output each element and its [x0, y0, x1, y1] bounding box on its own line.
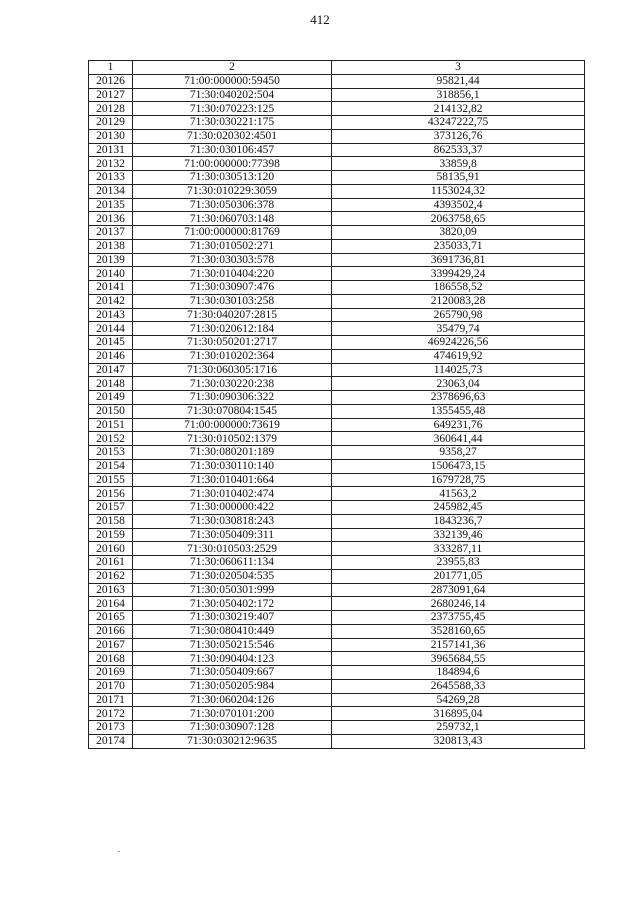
row-number-cell: 20136	[89, 212, 133, 226]
row-number-cell: 20144	[89, 322, 133, 336]
row-number-cell: 20141	[89, 281, 133, 295]
value-cell: 3820,09	[332, 226, 585, 240]
value-cell: 2645588,33	[332, 679, 585, 693]
table-row	[89, 624, 585, 638]
value-cell: 360641,44	[332, 432, 585, 446]
cadastral-number-cell: 71:30:020302:4501	[133, 129, 332, 143]
cadastral-number-cell: 71:30:060611:134	[133, 556, 332, 570]
value-cell: 265790,98	[332, 308, 585, 322]
scan-speck	[118, 851, 120, 852]
row-number-cell: 20150	[89, 404, 133, 418]
row-number-cell: 20160	[89, 542, 133, 556]
row-number-cell: 20132	[89, 157, 133, 171]
row-number-cell: 20151	[89, 418, 133, 432]
cadastral-number-cell: 71:30:030221:175	[133, 116, 332, 130]
row-number-cell: 20145	[89, 336, 133, 350]
value-cell: 35479,74	[332, 322, 585, 336]
table-row	[89, 363, 585, 377]
row-number-cell: 20172	[89, 707, 133, 721]
value-cell: 58135,91	[332, 171, 585, 185]
column-header-1: 1	[89, 61, 133, 75]
cadastral-number-cell: 71:30:050409:311	[133, 528, 332, 542]
cadastral-number-cell: 71:30:050215:546	[133, 638, 332, 652]
table-row	[89, 679, 585, 693]
table-row	[89, 556, 585, 570]
row-number-cell: 20154	[89, 459, 133, 473]
value-cell: 1506473,15	[332, 459, 585, 473]
table-row	[89, 143, 585, 157]
table-row	[89, 446, 585, 460]
row-number-cell: 20152	[89, 432, 133, 446]
table-row	[89, 734, 585, 748]
table-row	[89, 597, 585, 611]
value-cell: 2873091,64	[332, 583, 585, 597]
row-number-cell: 20134	[89, 184, 133, 198]
cadastral-number-cell: 71:30:090404:123	[133, 652, 332, 666]
value-cell: 373126,76	[332, 129, 585, 143]
value-cell: 3691736,81	[332, 253, 585, 267]
table-row	[89, 377, 585, 391]
value-cell: 1679728,75	[332, 473, 585, 487]
cadastral-number-cell: 71:30:030219:407	[133, 611, 332, 625]
row-number-cell: 20171	[89, 693, 133, 707]
cadastral-number-cell: 71:30:030106:457	[133, 143, 332, 157]
row-number-cell: 20135	[89, 198, 133, 212]
cadastral-number-cell: 71:30:010502:1379	[133, 432, 332, 446]
value-cell: 259732,1	[332, 721, 585, 735]
table-row	[89, 198, 585, 212]
cadastral-number-cell: 71:30:050402:172	[133, 597, 332, 611]
row-number-cell: 20161	[89, 556, 133, 570]
row-number-cell: 20174	[89, 734, 133, 748]
value-cell: 95821,44	[332, 74, 585, 88]
table-header-row	[89, 61, 585, 75]
cadastral-number-cell: 71:00:000000:73619	[133, 418, 332, 432]
row-number-cell: 20142	[89, 294, 133, 308]
table-row	[89, 652, 585, 666]
table-row	[89, 226, 585, 240]
value-cell: 332139,46	[332, 528, 585, 542]
table-row	[89, 171, 585, 185]
table-row	[89, 611, 585, 625]
row-number-cell: 20149	[89, 391, 133, 405]
table-row	[89, 459, 585, 473]
table-row	[89, 666, 585, 680]
column-header-3: 3	[332, 61, 585, 75]
row-number-cell: 20170	[89, 679, 133, 693]
value-cell: 184894,6	[332, 666, 585, 680]
value-cell: 474619,92	[332, 349, 585, 363]
cadastral-number-cell: 71:30:010401:664	[133, 473, 332, 487]
table-row	[89, 184, 585, 198]
row-number-cell: 20168	[89, 652, 133, 666]
table-row	[89, 721, 585, 735]
value-cell: 3399429,24	[332, 267, 585, 281]
value-cell: 1355455,48	[332, 404, 585, 418]
table-row	[89, 308, 585, 322]
table-row	[89, 322, 585, 336]
cadastral-number-cell: 71:30:000000:422	[133, 501, 332, 515]
cadastral-number-cell: 71:30:060305:1716	[133, 363, 332, 377]
table-row	[89, 528, 585, 542]
row-number-cell: 20157	[89, 501, 133, 515]
value-cell: 41563,2	[332, 487, 585, 501]
cadastral-number-cell: 71:30:030303:578	[133, 253, 332, 267]
table-row	[89, 74, 585, 88]
value-cell: 320813,43	[332, 734, 585, 748]
cadastral-number-cell: 71:30:050201:2717	[133, 336, 332, 350]
value-cell: 2680246,14	[332, 597, 585, 611]
cadastral-number-cell: 71:30:040202:504	[133, 88, 332, 102]
cadastral-number-cell: 71:30:020612:184	[133, 322, 332, 336]
cadastral-number-cell: 71:30:070223:125	[133, 102, 332, 116]
cadastral-number-cell: 71:30:010404:220	[133, 267, 332, 281]
value-cell: 2157141,36	[332, 638, 585, 652]
page-number: 412	[310, 12, 330, 27]
value-cell: 649231,76	[332, 418, 585, 432]
cadastral-number-cell: 71:30:010229:3059	[133, 184, 332, 198]
cadastral-number-cell: 71:30:070101:200	[133, 707, 332, 721]
cadastral-number-cell: 71:30:030220:238	[133, 377, 332, 391]
table-row	[89, 336, 585, 350]
table-row	[89, 129, 585, 143]
cadastral-number-cell: 71:30:050301:999	[133, 583, 332, 597]
cadastral-number-cell: 71:30:050306:378	[133, 198, 332, 212]
value-cell: 862533,37	[332, 143, 585, 157]
cadastral-number-cell: 71:30:010202:364	[133, 349, 332, 363]
value-cell: 316895,04	[332, 707, 585, 721]
table-row	[89, 88, 585, 102]
cadastral-number-cell: 71:30:030907:476	[133, 281, 332, 295]
value-cell: 186558,52	[332, 281, 585, 295]
value-cell: 46924226,56	[332, 336, 585, 350]
cadastral-number-cell: 71:30:050205:984	[133, 679, 332, 693]
row-number-cell: 20143	[89, 308, 133, 322]
row-number-cell: 20140	[89, 267, 133, 281]
value-cell: 333287,11	[332, 542, 585, 556]
value-cell: 2120083,28	[332, 294, 585, 308]
row-number-cell: 20162	[89, 569, 133, 583]
table-row	[89, 542, 585, 556]
value-cell: 23063,04	[332, 377, 585, 391]
cadastral-number-cell: 71:30:070804:1545	[133, 404, 332, 418]
cadastral-number-cell: 71:00:000000:77398	[133, 157, 332, 171]
table-row	[89, 253, 585, 267]
table-row	[89, 102, 585, 116]
row-number-cell: 20159	[89, 528, 133, 542]
cadastral-number-cell: 71:30:010402:474	[133, 487, 332, 501]
value-cell: 214132,82	[332, 102, 585, 116]
value-cell: 3965684,55	[332, 652, 585, 666]
value-cell: 43247222,75	[332, 116, 585, 130]
row-number-cell: 20130	[89, 129, 133, 143]
value-cell: 2063758,65	[332, 212, 585, 226]
row-number-cell: 20155	[89, 473, 133, 487]
row-number-cell: 20129	[89, 116, 133, 130]
row-number-cell: 20169	[89, 666, 133, 680]
cadastral-number-cell: 71:30:080201:189	[133, 446, 332, 460]
value-cell: 23955,83	[332, 556, 585, 570]
table-row	[89, 212, 585, 226]
cadastral-number-cell: 71:30:090306:322	[133, 391, 332, 405]
cadastral-number-cell: 71:30:030513:120	[133, 171, 332, 185]
cadastral-number-cell: 71:00:000000:81769	[133, 226, 332, 240]
cadastral-number-cell: 71:30:020504:535	[133, 569, 332, 583]
column-header-2: 2	[133, 61, 332, 75]
row-number-cell: 20138	[89, 239, 133, 253]
value-cell: 114025,73	[332, 363, 585, 377]
row-number-cell: 20156	[89, 487, 133, 501]
row-number-cell: 20164	[89, 597, 133, 611]
value-cell: 54269,28	[332, 693, 585, 707]
table-row	[89, 514, 585, 528]
cadastral-number-cell: 71:30:010502:271	[133, 239, 332, 253]
table-row	[89, 707, 585, 721]
row-number-cell: 20137	[89, 226, 133, 240]
cadastral-number-cell: 71:30:030212:9635	[133, 734, 332, 748]
table-row	[89, 391, 585, 405]
table-row	[89, 281, 585, 295]
cadastral-number-cell: 71:30:030907:128	[133, 721, 332, 735]
value-cell: 1153024,32	[332, 184, 585, 198]
table-row	[89, 501, 585, 515]
table-row	[89, 638, 585, 652]
row-number-cell: 20128	[89, 102, 133, 116]
cadastral-number-cell: 71:30:080410:449	[133, 624, 332, 638]
cadastral-number-cell: 71:30:040207:2815	[133, 308, 332, 322]
cadastral-number-cell: 71:30:030110:140	[133, 459, 332, 473]
row-number-cell: 20127	[89, 88, 133, 102]
table-row	[89, 432, 585, 446]
cadastral-number-cell: 71:00:000000:59450	[133, 74, 332, 88]
row-number-cell: 20166	[89, 624, 133, 638]
row-number-cell: 20147	[89, 363, 133, 377]
row-number-cell: 20148	[89, 377, 133, 391]
table-row	[89, 116, 585, 130]
table-row	[89, 267, 585, 281]
table-row	[89, 569, 585, 583]
row-number-cell: 20153	[89, 446, 133, 460]
row-number-cell: 20126	[89, 74, 133, 88]
register-table	[88, 60, 585, 749]
value-cell: 201771,05	[332, 569, 585, 583]
value-cell: 1843236,7	[332, 514, 585, 528]
table-row	[89, 487, 585, 501]
table-row	[89, 404, 585, 418]
row-number-cell: 20163	[89, 583, 133, 597]
cadastral-number-cell: 71:30:050409:667	[133, 666, 332, 680]
row-number-cell: 20131	[89, 143, 133, 157]
table-row	[89, 418, 585, 432]
cadastral-number-cell: 71:30:030818:243	[133, 514, 332, 528]
value-cell: 235033,71	[332, 239, 585, 253]
table-row	[89, 157, 585, 171]
value-cell: 318856,1	[332, 88, 585, 102]
value-cell: 9358,27	[332, 446, 585, 460]
row-number-cell: 20139	[89, 253, 133, 267]
value-cell: 2373755,45	[332, 611, 585, 625]
value-cell: 245982,45	[332, 501, 585, 515]
row-number-cell: 20165	[89, 611, 133, 625]
value-cell: 2378696,63	[332, 391, 585, 405]
row-number-cell: 20158	[89, 514, 133, 528]
value-cell: 4393502,4	[332, 198, 585, 212]
value-cell: 33859,8	[332, 157, 585, 171]
table-row	[89, 294, 585, 308]
table-row	[89, 349, 585, 363]
value-cell: 3528160,65	[332, 624, 585, 638]
cadastral-number-cell: 71:30:010503:2529	[133, 542, 332, 556]
row-number-cell: 20133	[89, 171, 133, 185]
cadastral-number-cell: 71:30:030103:258	[133, 294, 332, 308]
table-row	[89, 583, 585, 597]
table-row	[89, 239, 585, 253]
table-body	[89, 74, 585, 748]
row-number-cell: 20167	[89, 638, 133, 652]
table-row	[89, 473, 585, 487]
table-row	[89, 693, 585, 707]
cadastral-number-cell: 71:30:060703:148	[133, 212, 332, 226]
cadastral-number-cell: 71:30:060204:126	[133, 693, 332, 707]
row-number-cell: 20173	[89, 721, 133, 735]
row-number-cell: 20146	[89, 349, 133, 363]
